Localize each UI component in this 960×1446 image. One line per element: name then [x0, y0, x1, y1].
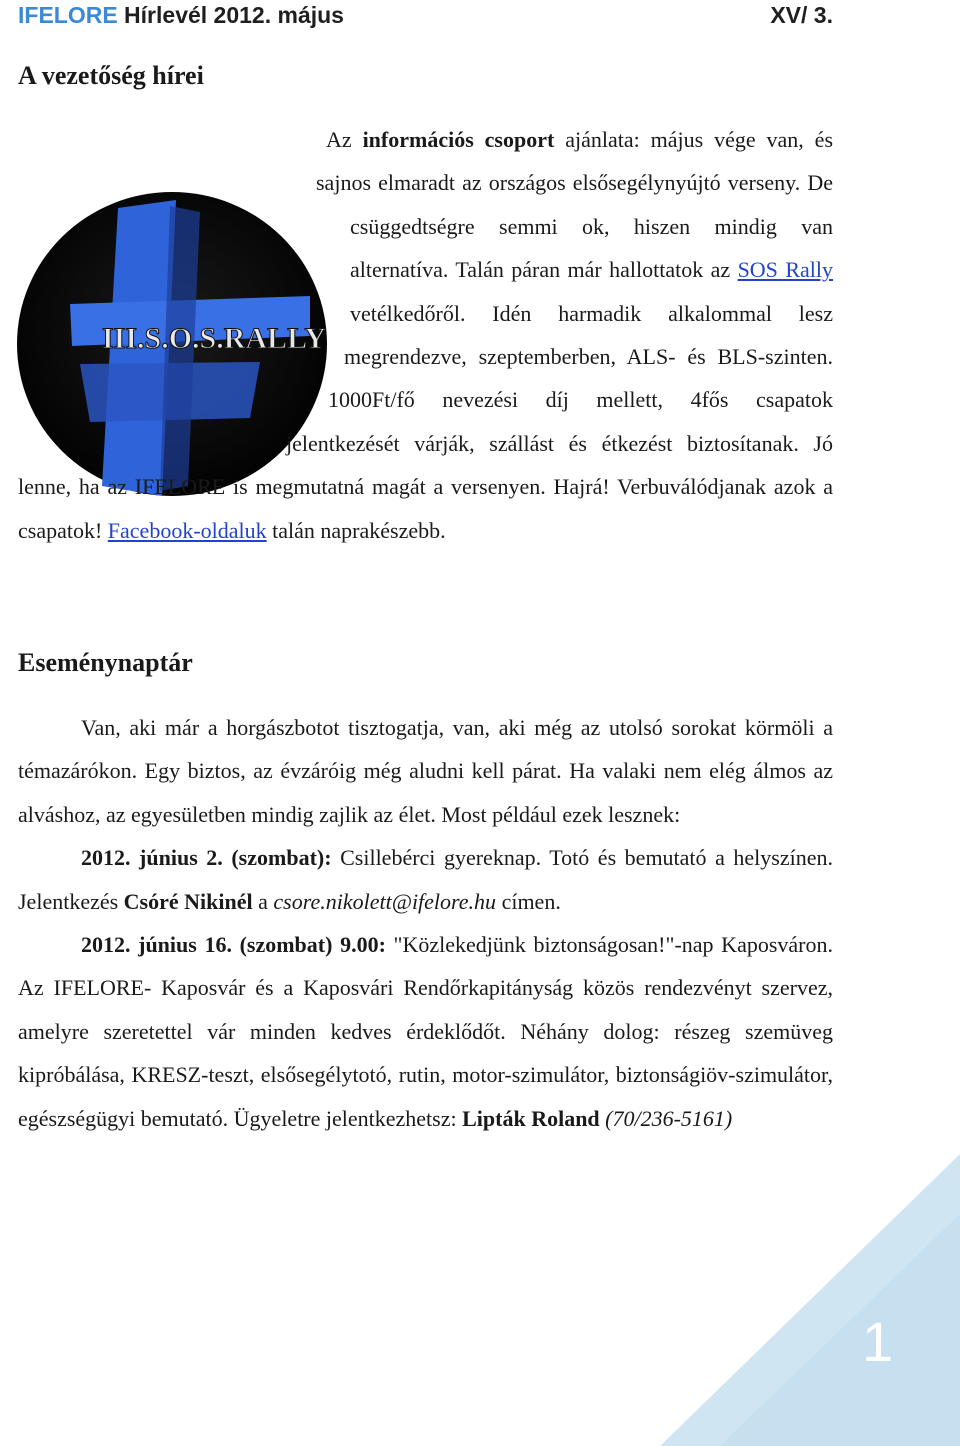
event-calendar-intro: Van, aki már a horgászbotot tisztogatja, van, aki még az utolsó sorokat körmöli a témazárókon. Egy biztos, az évzáróig még aludni kell párat. Ha valaki nem elég álmos az alváshoz, az egyesületben mindig zajlik az élet. Most például ezek lesznek:: [18, 715, 833, 827]
event-item: 2012. június 16. (szombat) 9.00: "Közlekedjünk biztonságosan!"-nap Kaposváron. Az IFELORE- Kaposvár és a Kaposvári Rendőrkapitányság közös rendezvényt szervez, amelyre szeretettel vár minden kedves érdeklődőt. Néhány dolog: részeg szemüveg kipróbálása, KRESZ-teszt, elsősegélytotó, rutin, motor-szimulátor, biztonságiöv-szimulátor, egészségügyi bemutató. Ügyeletre jelentkezhetsz: Lipták Roland (70/236-5161): [18, 932, 833, 1131]
brand-name: IFELORE: [18, 2, 118, 28]
event-calendar-body: [18, 706, 833, 1140]
event-date: 2012. június 16. (szombat) 9.00:: [81, 932, 386, 958]
logo-text: III.S.O.S.RALLY: [102, 322, 326, 355]
issue-number: XV/ 3.: [770, 2, 833, 28]
event-date: 2012. június 2. (szombat):: [81, 845, 332, 871]
page-corner-decoration: [660, 1154, 960, 1446]
sos-rally-link[interactable]: SOS Rally: [737, 257, 833, 283]
leadership-news-text: Az információs csoport ajánlata: május vége van, és sajnos elmaradt az országos elsősegélynyújtó verseny. De csüggedtségre semmi ok, hiszen mindig van alternatíva. Talán páran már hallottatok az SOS Rally vetélkedőről. Idén harmadik alkalommal lesz megrendezve, szeptemberben, ALS- és BLS-szinten. 1000Ft/fő nevezési díj mellett, 4fős csapatok jelentkezését várják, szállást és étkezést biztosítanak. Jó lenne, ha az IFELORE is megmutatná magát a versenyen. Hajrá! Verbuválódjanak azok a csapatok! Facebook-oldaluk talán naprakészebb.: [18, 127, 834, 543]
newsletter-title: Hírlevél 2012. május: [117, 2, 344, 28]
info-group-name: információs csoport: [362, 127, 555, 152]
newsletter-header: [18, 0, 833, 30]
leadership-news-paragraph: [18, 118, 833, 552]
section-title-event-calendar: Eseménynaptár: [18, 648, 193, 677]
section-title-leadership-news: A vezetőség hírei: [18, 61, 204, 90]
event-item: 2012. június 2. (szombat): Csillebérci gyereknap. Totó és bemutató a helyszínen. Jelentkezés Csóré Nikinél a csore.nikolett@ifelore.hu címen.: [18, 845, 833, 914]
facebook-page-link[interactable]: Facebook-oldaluk: [107, 517, 267, 543]
contact-phone: (70/236-5161): [605, 1105, 733, 1131]
contact-email: csore.nikolett@ifelore.hu: [273, 888, 497, 914]
event-contact: Csóré Nikinél: [123, 888, 253, 914]
event-contact: Lipták Roland: [462, 1105, 600, 1131]
page-number: 1: [862, 1310, 894, 1373]
